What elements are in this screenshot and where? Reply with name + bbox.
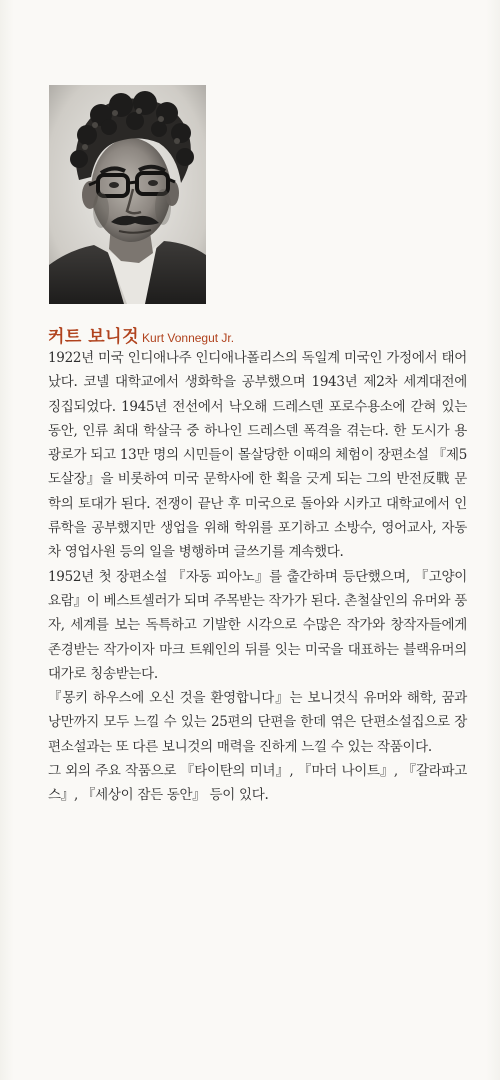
bio-paragraph-1: 1922년 미국 인디애나주 인디애나폴리스의 독일계 미국인 가정에서 태어났다. 코넬 대학교에서 생화학을 공부했으며 1943년 제2차 세계대전에 징집되었다. 1945년 전선에서 낙오해 드레스덴 포로수용소에 갇혀 있는 동안, 인류 최대 학살극 중 하나인 드레스덴 폭격을 겪는다. 한 도시가 용광로가 되고 13만 명의 시민들이 몰살당한 이때의 체험이 장편소설 『제5도살장』을 비롯하여 미국 문학사에 한 획을 긋게 되는 그의 반전反戰 문학의 토대가 된다. 전쟁이 끝난 후 미국으로 돌아와 시카고 대학교에서 인류학을 공부했지만 생업을 위해 학위를 포기하고 소방수, 영어교사, 자동차 영업사원 등의 일을 병행하며 글쓰기를 계속했다. xyxy=(48,350,467,561)
author-name-korean: 커트 보니것 xyxy=(48,327,140,347)
author-heading xyxy=(48,322,468,347)
author-portrait-image xyxy=(49,85,206,304)
author-portrait-photo xyxy=(49,85,206,304)
bio-paragraph-2: 1952년 첫 장편소설 『자동 피아노』를 출간하며 등단했으며, 『고양이 요람』이 베스트셀러가 되며 주목받는 작가가 된다. 촌철살인의 유머와 풍자, 세계를 보는 독특하고 기발한 시각으로 수많은 작가와 창작자들에게 존경받는 작가이자 마크 트웨인의 뒤를 잇는 미국을 대표하는 블랙유머의 대가로 칭송받는다. xyxy=(48,568,467,682)
author-biography xyxy=(48,346,467,808)
bio-paragraph-3: 『몽키 하우스에 오신 것을 환영합니다』는 보니것식 유머와 해학, 꿈과 낭만까지 모두 느낄 수 있는 25편의 단편을 한데 엮은 단편소설집으로 장편소설과는 또 다른 보니것의 매력을 진하게 느낄 수 있는 작품이다. xyxy=(48,690,467,755)
author-name-english: Kurt Vonnegut Jr. xyxy=(142,331,235,345)
bio-paragraph-4: 그 외의 주요 작품으로 『타이탄의 미녀』, 『마더 나이트』, 『갈라파고스』, 『세상이 잠든 동안』 등이 있다. xyxy=(48,763,467,804)
